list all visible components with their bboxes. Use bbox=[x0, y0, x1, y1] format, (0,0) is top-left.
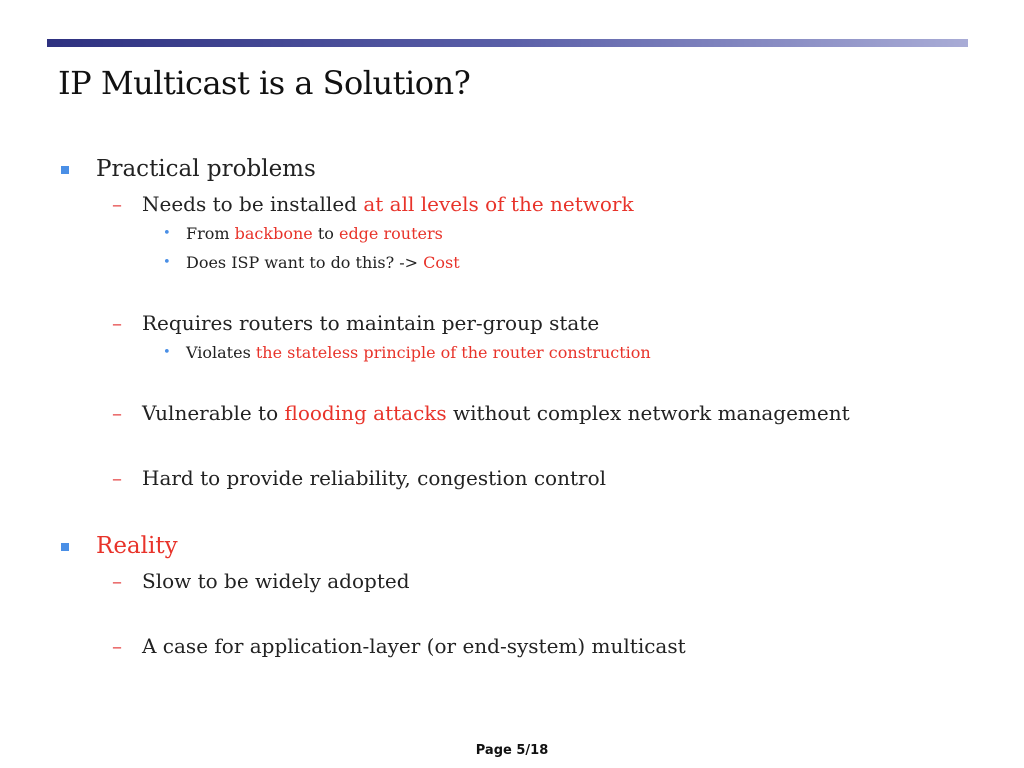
bullet-text: to bbox=[312, 224, 339, 243]
bullet-violates bbox=[186, 343, 651, 362]
title-divider-bar bbox=[47, 39, 968, 47]
bullet-isp-cost bbox=[186, 253, 460, 272]
bullet-text: Needs to be installed bbox=[142, 192, 364, 216]
bullet-hard-reliability: Hard to provide reliability, congestion control bbox=[142, 466, 607, 490]
dot-bullet-icon: • bbox=[163, 345, 171, 360]
bullet-from-backbone bbox=[186, 224, 443, 243]
bullet-text: without complex network management bbox=[446, 401, 850, 425]
dash-bullet-icon: – bbox=[112, 192, 122, 216]
highlight-text: at all levels of the network bbox=[363, 192, 634, 216]
dash-bullet-icon: – bbox=[112, 311, 122, 335]
highlight-text: the stateless principle of the router construction bbox=[255, 343, 651, 362]
dot-bullet-icon: • bbox=[163, 255, 171, 270]
bullet-text: Does ISP want to do this? -> bbox=[186, 253, 424, 272]
square-bullet-icon bbox=[61, 166, 69, 174]
bullet-text: From bbox=[186, 224, 235, 243]
bullet-application-layer: A case for application-layer (or end-system) multicast bbox=[142, 634, 686, 658]
bullet-requires-routers: Requires routers to maintain per-group state bbox=[142, 311, 600, 335]
square-bullet-icon bbox=[61, 543, 69, 551]
highlight-text: edge routers bbox=[338, 224, 443, 243]
dash-bullet-icon: – bbox=[112, 401, 122, 425]
dash-bullet-icon: – bbox=[112, 634, 122, 658]
bullet-text: Vulnerable to bbox=[142, 401, 285, 425]
dash-bullet-icon: – bbox=[112, 569, 122, 593]
page-number: Page 5/18 bbox=[475, 743, 549, 758]
dash-bullet-icon: – bbox=[112, 466, 122, 490]
highlight-text: backbone bbox=[234, 224, 313, 243]
highlight-text: flooding attacks bbox=[284, 401, 447, 425]
bullet-slow-adopted: Slow to be widely adopted bbox=[142, 569, 410, 593]
bullet-text: Violates bbox=[186, 343, 256, 362]
bullet-reality: Reality bbox=[96, 533, 178, 559]
bullet-vulnerable bbox=[142, 401, 850, 425]
highlight-text: Cost bbox=[423, 253, 460, 272]
bullet-needs-installed bbox=[142, 192, 634, 216]
slide-title: IP Multicast is a Solution? bbox=[58, 64, 471, 102]
bullet-practical-problems: Practical problems bbox=[96, 156, 316, 182]
dot-bullet-icon: • bbox=[163, 226, 171, 241]
